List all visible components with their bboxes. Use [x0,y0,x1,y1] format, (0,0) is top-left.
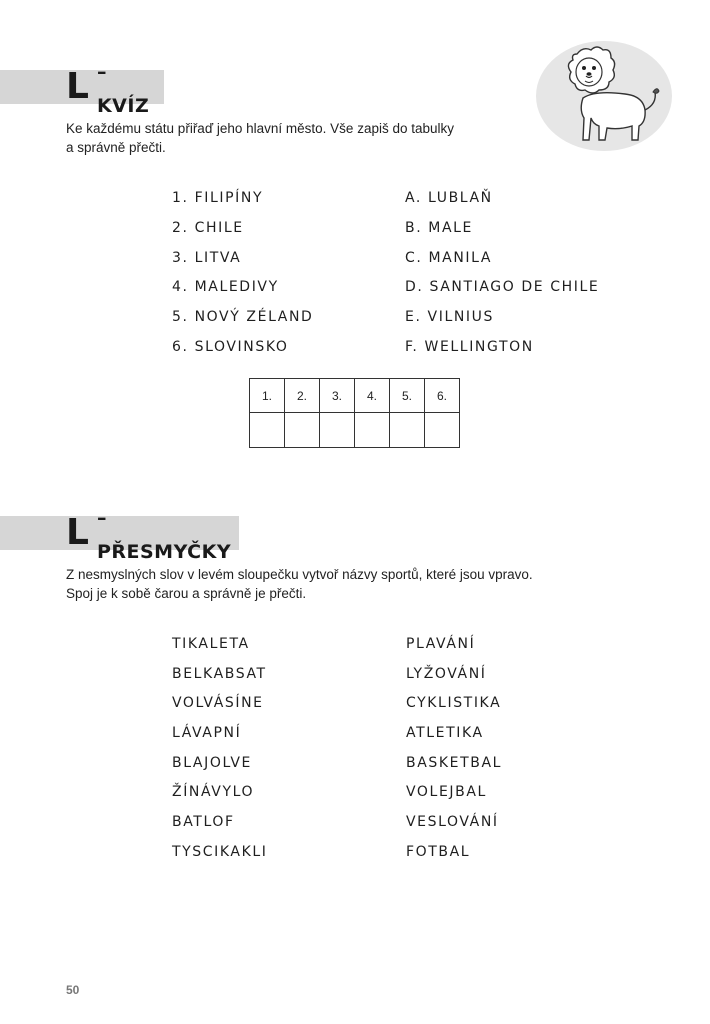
capital-item: B. MALE [405,220,474,236]
quiz-instruction-line: a správně přečti. [66,140,166,155]
scrambled-words-list [172,636,392,866]
answer-cell[interactable] [390,413,425,448]
scrambled-word: TYSCIKAKLI [172,844,268,860]
country-item: 5. NOVÝ ZÉLAND [172,309,314,325]
answer-table-header: 4. [355,379,390,413]
capital-item: F. WELLINGTON [405,339,534,355]
quiz-heading-title: – KVÍZ [96,61,150,117]
sport-word: FOTBAL [406,844,471,860]
answer-cell[interactable] [320,413,355,448]
scrambled-word: LÁVAPNÍ [172,725,242,741]
quiz-heading [0,61,164,117]
country-item: 2. CHILE [172,220,244,236]
anagrams-heading [0,507,239,563]
sport-word: CYKLISTIKA [406,695,502,711]
lion-illustration [535,40,673,152]
anagrams-instruction-line: Z nesmyslných slov v levém sloupečku vytvoř názvy sportů, které jsou vpravo. [66,567,533,582]
country-item: 4. MALEDIVY [172,279,279,295]
quiz-instruction [66,119,454,157]
scrambled-word: ŽÍNÁVYLO [172,784,255,800]
anagrams-heading-letter: L [66,512,89,553]
sport-word: VOLEJBAL [406,784,487,800]
page-number: 50 [66,983,80,997]
country-item: 6. SLOVINSKO [172,339,289,355]
answer-table-header: 2. [285,379,320,413]
quiz-instruction-line: Ke každému státu přiřaď jeho hlavní město. Vše zapiš do tabulky [66,121,454,136]
sport-word: LYŽOVÁNÍ [406,666,487,682]
country-item: 1. FILIPÍNY [172,190,264,206]
sport-word: PLAVÁNÍ [406,636,476,652]
answer-cell[interactable] [355,413,390,448]
answer-cell[interactable] [250,413,285,448]
answer-table-header: 1. [250,379,285,413]
sports-list [406,636,646,866]
sport-word: ATLETIKA [406,725,484,741]
scrambled-word: BLAJOLVE [172,755,252,771]
quiz-heading-letter: L [66,66,89,107]
countries-list [172,190,392,360]
answer-table-header: 6. [425,379,460,413]
anagrams-heading-title: – PŘESMYČKY [96,507,232,563]
anagrams-instruction-line: Spoj je k sobě čarou a správně je přečti. [66,586,307,601]
answer-table-header: 5. [390,379,425,413]
country-item: 3. LITVA [172,250,242,266]
scrambled-word: TIKALETA [172,636,250,652]
capital-item: D. SANTIAGO DE CHILE [405,279,600,295]
answer-table-header-row [250,379,460,413]
anagrams-instruction [66,565,533,603]
capital-item: A. LUBLAŇ [405,190,493,206]
answer-cell[interactable] [285,413,320,448]
answer-table-header: 3. [320,379,355,413]
answer-table-input-row [250,413,460,448]
scrambled-word: BATLOF [172,814,235,830]
sport-word: BASKETBAL [406,755,503,771]
sport-word: VESLOVÁNÍ [406,814,499,830]
answer-table [249,378,460,448]
capital-item: C. MANILA [405,250,493,266]
capitals-list [405,190,665,360]
answer-cell[interactable] [425,413,460,448]
scrambled-word: VOLVÁSÍNE [172,695,264,711]
lion-icon [535,40,673,152]
capital-item: E. VILNIUS [405,309,494,325]
scrambled-word: BELKABSAT [172,666,267,682]
